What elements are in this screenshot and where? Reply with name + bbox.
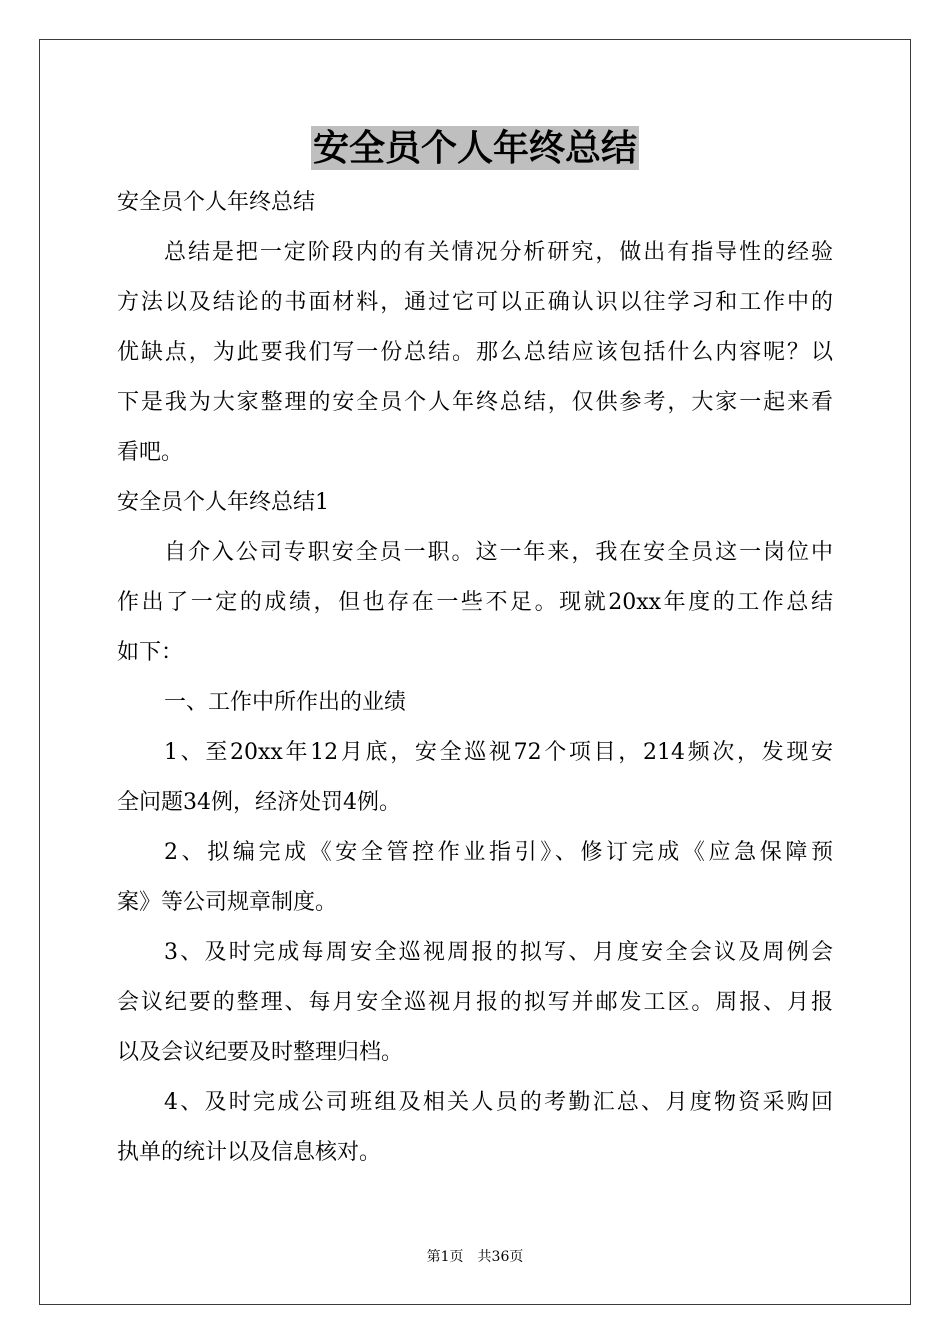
list-item-line: 全问题34例，经济处罚4例。 [117,790,401,815]
list-item-line: 执单的统计以及信息核对。 [117,1140,382,1165]
section-heading: 安全员个人年终总结1 [117,490,329,515]
list-item-line: 案》等公司规章制度。 [117,890,338,915]
paragraph-line: 方法以及结论的书面材料，通过它可以正确认识以往学习和工作中的 [117,290,833,315]
paragraph-line: 自介入公司专职安全员一职。这一年来，我在安全员这一岗位中 [164,540,833,565]
list-item-line: 2、拟编完成《安全管控作业指引》、修订完成《应急保障预 [164,840,833,865]
paragraph-line: 作出了一定的成绩，但也存在一些不足。现就20xx年度的工作总结 [117,590,833,615]
paragraph-line: 如下： [117,640,184,665]
page-total: 共36页 [477,1249,524,1265]
list-item-line: 会议纪要的整理、每月安全巡视月报的拟写并邮发工区。周报、月报 [117,990,833,1015]
paragraph-line: 优缺点，为此要我们写一份总结。那么总结应该包括什么内容呢？以 [117,340,833,365]
document-title: 安全员个人年终总结 [312,127,637,169]
page-number: 第1页 [426,1249,464,1265]
paragraph-line: 看吧。 [117,440,184,465]
subtitle-line: 安全员个人年终总结 [117,190,316,215]
list-item-line: 以及会议纪要及时整理归档。 [117,1040,404,1065]
list-heading: 一、工作中所作出的业绩 [164,690,407,715]
document-body [117,178,833,1178]
list-item-line: 3、及时完成每周安全巡视周报的拟写、月度安全会议及周例会 [164,940,833,965]
list-item-line: 4、及时完成公司班组及相关人员的考勤汇总、月度物资采购回 [164,1090,833,1115]
paragraph-line: 总结是把一定阶段内的有关情况分析研究，做出有指导性的经验 [164,240,833,265]
paragraph-line: 下是我为大家整理的安全员个人年终总结，仅供参考，大家一起来看 [117,390,833,415]
list-item-line: 1、至20xx年12月底，安全巡视72个项目，214频次，发现安 [164,740,833,765]
page-footer [0,1247,950,1267]
title-area [0,126,950,170]
